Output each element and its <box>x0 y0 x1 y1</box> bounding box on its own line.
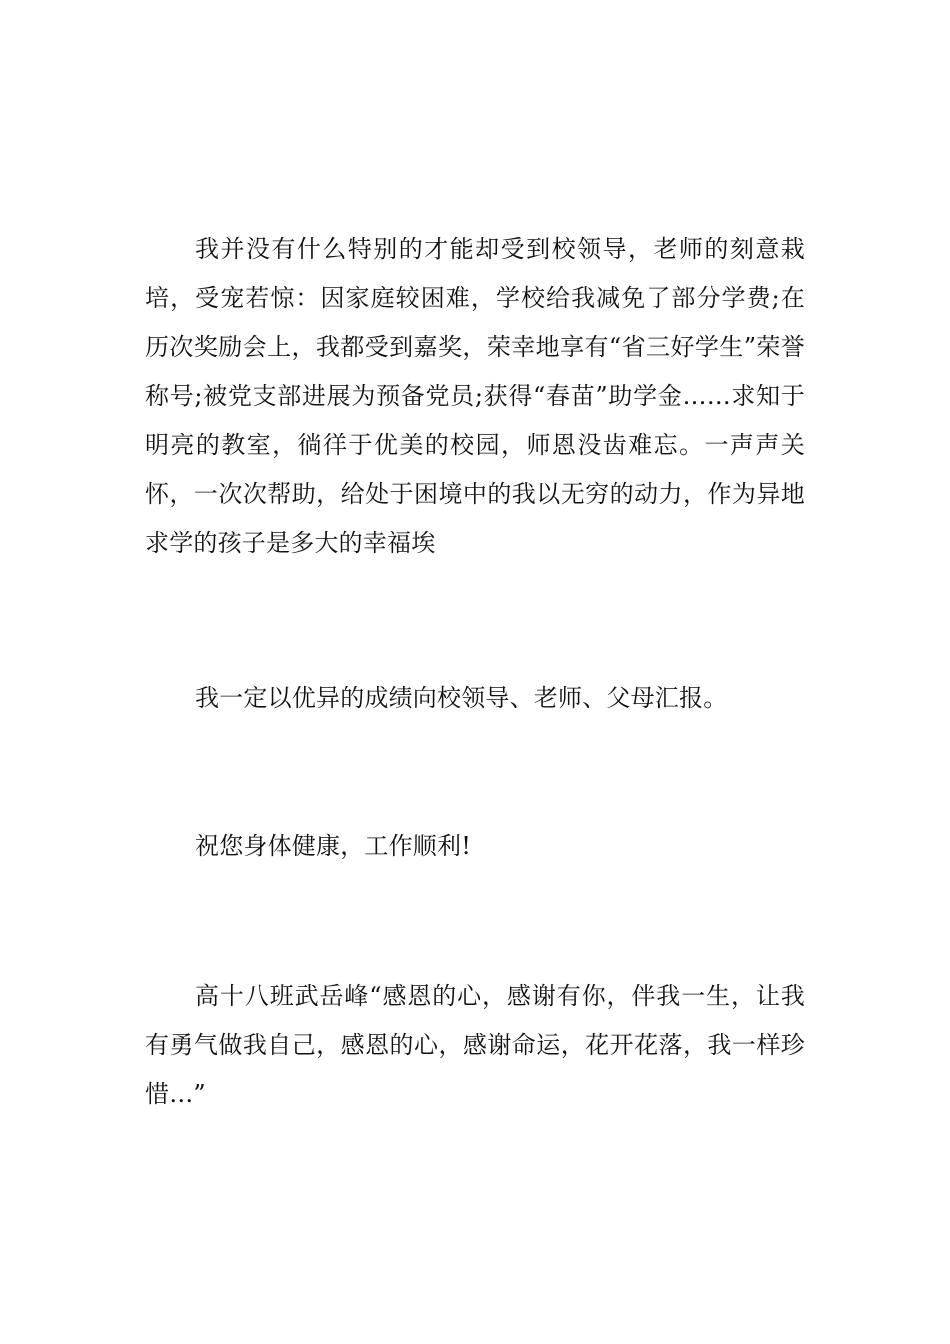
paragraph-wishes: 祝您身体健康，工作顺利! <box>195 832 472 860</box>
paragraph-signature-quote: 高十八班武岳峰“感恩的心，感谢有你，伴我一生，让我有勇气做我自己，感恩的心，感谢命运，花开花落，我一样珍惜…” <box>145 982 805 1108</box>
paragraph-gratitude-body: 我并没有什么特别的才能却受到校领导，老师的刻意栽培，受宠若惊：因家庭较困难，学校给我减免了部分学费;在历次奖励会上，我都受到嘉奖，荣幸地享有“省三好学生”荣誉称号;被党支部进展为预备党员;获得“春苗”助学金……求知于明亮的教室，徜徉于优美的校园，师恩没齿难忘。一声声关怀，一次次帮助，给处于困境中的我以无穷的动力，作为异地求学的孩子是多大的幸福埃 <box>145 235 805 557</box>
paragraph-promise: 我一定以优异的成绩向校领导、老师、父母汇报。 <box>195 684 728 712</box>
